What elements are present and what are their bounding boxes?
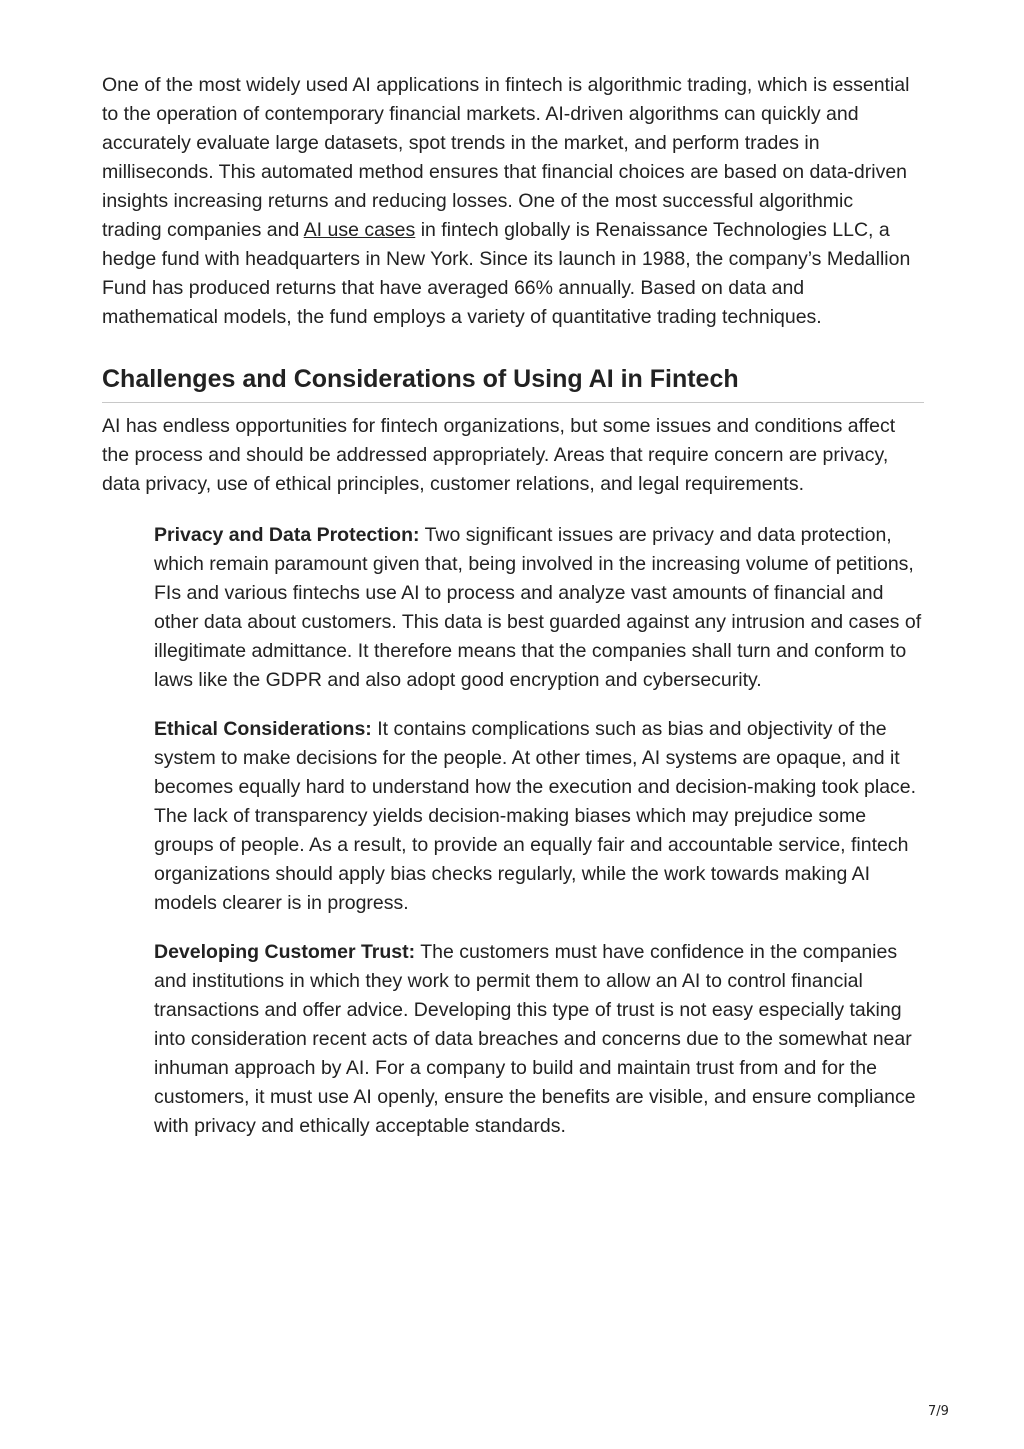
list-item-ethics	[154, 715, 924, 918]
intro-paragraph	[102, 71, 917, 332]
considerations-list	[154, 521, 924, 1141]
list-item-privacy	[154, 521, 924, 695]
intro-text-after-link: in fintech globally is Renaissance Technologies LLC, a hedge fund with headquarters in New York. Since its launch in 1988, the company’s Medallion Fund has produced returns that have averaged 66% annually. Based on data and mathematical models, the fund employs a variety of quantitative trading techniques.	[102, 219, 911, 328]
point-text: It contains complications such as bias and objectivity of the system to make decisions for the people. At other times, AI systems are opaque, and it becomes equally hard to understand how the execution and decision-making took place. The lack of transparency yields decision-making biases which may prejudice some groups of people. As a result, to provide an equally fair and accountable service, fintech organizations should apply bias checks regularly, while the work towards making AI models clearer is in progress.	[154, 718, 917, 914]
page-number: 7/9	[928, 1404, 949, 1419]
ai-use-cases-link[interactable]: AI use cases	[303, 219, 416, 241]
section-intro-paragraph: AI has endless opportunities for fintech organizations, but some issues and conditions affect the process and should be addressed appropriately. Areas that require concern are privacy, data privacy, use of ethical principles, customer relations, and legal requirements.	[102, 415, 896, 495]
point-title: Ethical Considerations:	[154, 718, 372, 740]
point-title: Developing Customer Trust:	[154, 941, 416, 963]
point-title: Privacy and Data Protection:	[154, 524, 420, 546]
section-heading: Challenges and Considerations of Using AI in Fintech	[102, 362, 924, 403]
point-text: The customers must have confidence in the companies and institutions in which they work to permit them to allow an AI to control financial transactions and offer advice. Developing this type of trust is not easy especially taking into consideration recent acts of data breaches and concerns due to the somewhat near inhuman approach by AI. For a company to build and maintain trust from and for the customers, it must use AI openly, ensure the benefits are visible, and ensure compliance with privacy and ethically acceptable standards.	[154, 941, 916, 1137]
list-item-trust	[154, 938, 924, 1141]
point-text: Two significant issues are privacy and data protection, which remain paramount given that, being involved in the increasing volume of petitions, FIs and various fintechs use AI to process and analyze vast amounts of financial and other data about customers. This data is best guarded against any intrusion and cases of illegitimate admittance. It therefore means that the companies shall turn and conform to laws like the GDPR and also adopt good encryption and cybersecurity.	[154, 524, 922, 691]
document-page	[102, 71, 924, 1161]
intro-text-before-link: One of the most widely used AI applications in fintech is algorithmic trading, which is essential to the operation of contemporary financial markets. AI-driven algorithms can quickly and accurately evaluate large datasets, spot trends in the market, and perform trades in milliseconds. This automated method ensures that financial choices are based on data-driven insights increasing returns and reducing losses. One of the most successful algorithmic trading companies and	[102, 74, 910, 241]
